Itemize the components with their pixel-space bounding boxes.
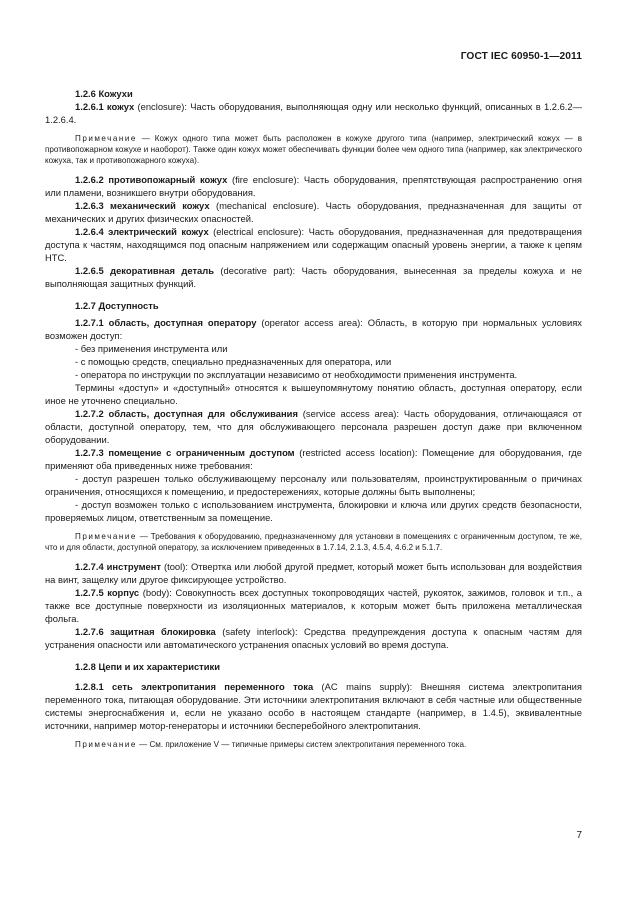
document-code: ГОСТ IEC 60950-1—2011: [460, 51, 582, 62]
definition-text: (fire enclosure): Часть оборудования, препятствующая распространению огня или пламени, возникшего внутри оборудования.: [45, 174, 582, 198]
section-heading-1-2-7: 1.2.7 Доступность: [75, 300, 159, 311]
note-1-2-7-3: [45, 531, 582, 553]
note-label: Примечание: [75, 134, 137, 143]
term: 1.2.7.3 помещение с ограниченным доступом: [75, 447, 295, 458]
definition-1-2-8-1: [45, 680, 582, 732]
list-item: - без применения инструмента или: [75, 343, 228, 354]
section-heading-1-2-8: 1.2.8 Цепи и их характеристики: [75, 661, 220, 672]
definition-1-2-7-5: [45, 586, 582, 625]
term: 1.2.6.3 механический кожух: [75, 200, 210, 211]
term: 1.2.8.1 сеть электропитания переменного тока: [75, 681, 314, 692]
term: 1.2.6.1 кожух: [75, 101, 135, 112]
section-heading-1-2-6: 1.2.6 Кожухи: [75, 88, 133, 99]
definition-1-2-7-1-note: Термины «доступ» и «доступный» относятся к вышеупомянутому понятию область, доступная оператору, если иное не уточнено специально.: [45, 382, 582, 406]
definition-text: (AC mains supply): Внешняя система электропитания переменного тока, питающая оборудование. Эти источники электропитания включают в себя частные или общественные системы энергоснабжения и, если не указано особо в настоящем стандарте (например, в 1.4.5), эквивалентные источники, например мотор-генераторы и источники бесперебойного электропитания.: [45, 681, 582, 731]
note-1-2-6: [45, 133, 582, 166]
definition-text: (service access area): Часть оборудования, отличающаяся от области, доступной оператору, тем, что для обслуживающего персонала разрешен доступ даже при включенном оборудовании.: [45, 408, 582, 445]
definition-1-2-7-3: [45, 446, 582, 472]
term: 1.2.6.2 противопожарный кожух: [75, 174, 228, 185]
definition-text: (safety interlock): Средства предупреждения доступа к опасным частям для устранения опасности или автоматического устранения опасных условий во время доступа.: [45, 626, 582, 650]
term: 1.2.7.4 инструмент: [75, 561, 161, 572]
note-text: — Требования к оборудованию, предназначенному для установки в помещениях с ограниченным доступом, те же, что и для области, доступной оператору, за исключением приведенных в 1.7.14, 2.1.3, 4.5.4, 4.6.2 и 5.1.7.: [45, 532, 582, 552]
note-label: Примечание: [75, 740, 137, 749]
document-body: [45, 87, 582, 750]
definition-text: (mechanical enclosure). Часть оборудования, предназначенная для защиты от механических и других физических опасностей.: [45, 200, 582, 224]
definition-text: (enclosure): Часть оборудования, выполняющая одну или несколько функций, описанных в 1.2.6.2—1.2.6.4.: [45, 101, 582, 125]
note-text: — Кожух одного типа может быть расположен в кожухе другого типа (например, электрический кожух — в противопожарном кожухе и наоборот). Также один кожух может обеспечивать функции более чем одного типа (например, как электрического кожуха, так и противопожарного кожуха).: [45, 134, 582, 165]
definition-1-2-7-2: [45, 407, 582, 446]
list-item: - доступ разрешен только обслуживающему персоналу или пользователям, проинструктированным о причинах ограничения, относящихся к помещению, и предостережениях, которые должны быть выполнены;: [45, 473, 582, 497]
definition-text: (electrical enclosure): Часть оборудования, предназначенная для предотвращения доступа к частям, находящимся под опасным напряжением или содержащим опасный уровень энергии, а также к цепям НТС.: [45, 226, 582, 263]
note-1-2-8-1: [45, 739, 582, 750]
definition-text: (decorative part): Часть оборудования, вынесенная за пределы кожуха и не выполняющая защитных функций.: [45, 265, 582, 289]
definition-1-2-7-6: [45, 625, 582, 651]
term: 1.2.6.4 электрический кожух: [75, 226, 209, 237]
list-item: - с помощью средств, специально предназначенных для оператора, или: [75, 356, 392, 367]
term: 1.2.7.1 область, доступная оператору: [75, 317, 257, 328]
definition-text: (body): Совокупность всех доступных токопроводящих частей, рукояток, зажимов, головок и т.п., а также все доступные поверхности из изоляционных материалов, к которым может быть приложена металлическая фольга.: [45, 587, 582, 624]
definition-1-2-6-5: [45, 264, 582, 290]
definition-text: (operator access area): Область, в которую при нормальных условиях возможен доступ:: [45, 317, 582, 341]
definition-1-2-6-2: [45, 173, 582, 199]
definition-1-2-7-1: [45, 316, 582, 342]
list-item: - оператора по инструкции по эксплуатации независимо от необходимости применения инструмента.: [75, 369, 518, 380]
note-label: Примечание: [75, 532, 137, 541]
definition-1-2-6-1: [45, 100, 582, 126]
list-item: - доступ возможен только с использованием инструмента, блокировки и ключа или других средств безопасности, проверяемых лицом, ответственным за помещение.: [45, 499, 582, 523]
definition-1-2-7-4: [45, 560, 582, 586]
definition-1-2-6-4: [45, 225, 582, 264]
definition-text: (tool): Отвертка или любой другой предмет, который может быть использован для воздействия на винт, защелку или другое фиксирующее устройство.: [45, 561, 582, 585]
definition-text: (restricted access location): Помещение для оборудования, где применяют оба приведенных ниже требования:: [45, 447, 582, 471]
page-number: 7: [576, 830, 582, 841]
term: 1.2.7.2 область, доступная для обслуживания: [75, 408, 298, 419]
term: 1.2.7.5 корпус: [75, 587, 140, 598]
definition-1-2-6-3: [45, 199, 582, 225]
note-text: — См. приложение V — типичные примеры систем электропитания переменного тока.: [136, 740, 467, 749]
term: 1.2.6.5 декоративная деталь: [75, 265, 214, 276]
term: 1.2.7.6 защитная блокировка: [75, 626, 216, 637]
